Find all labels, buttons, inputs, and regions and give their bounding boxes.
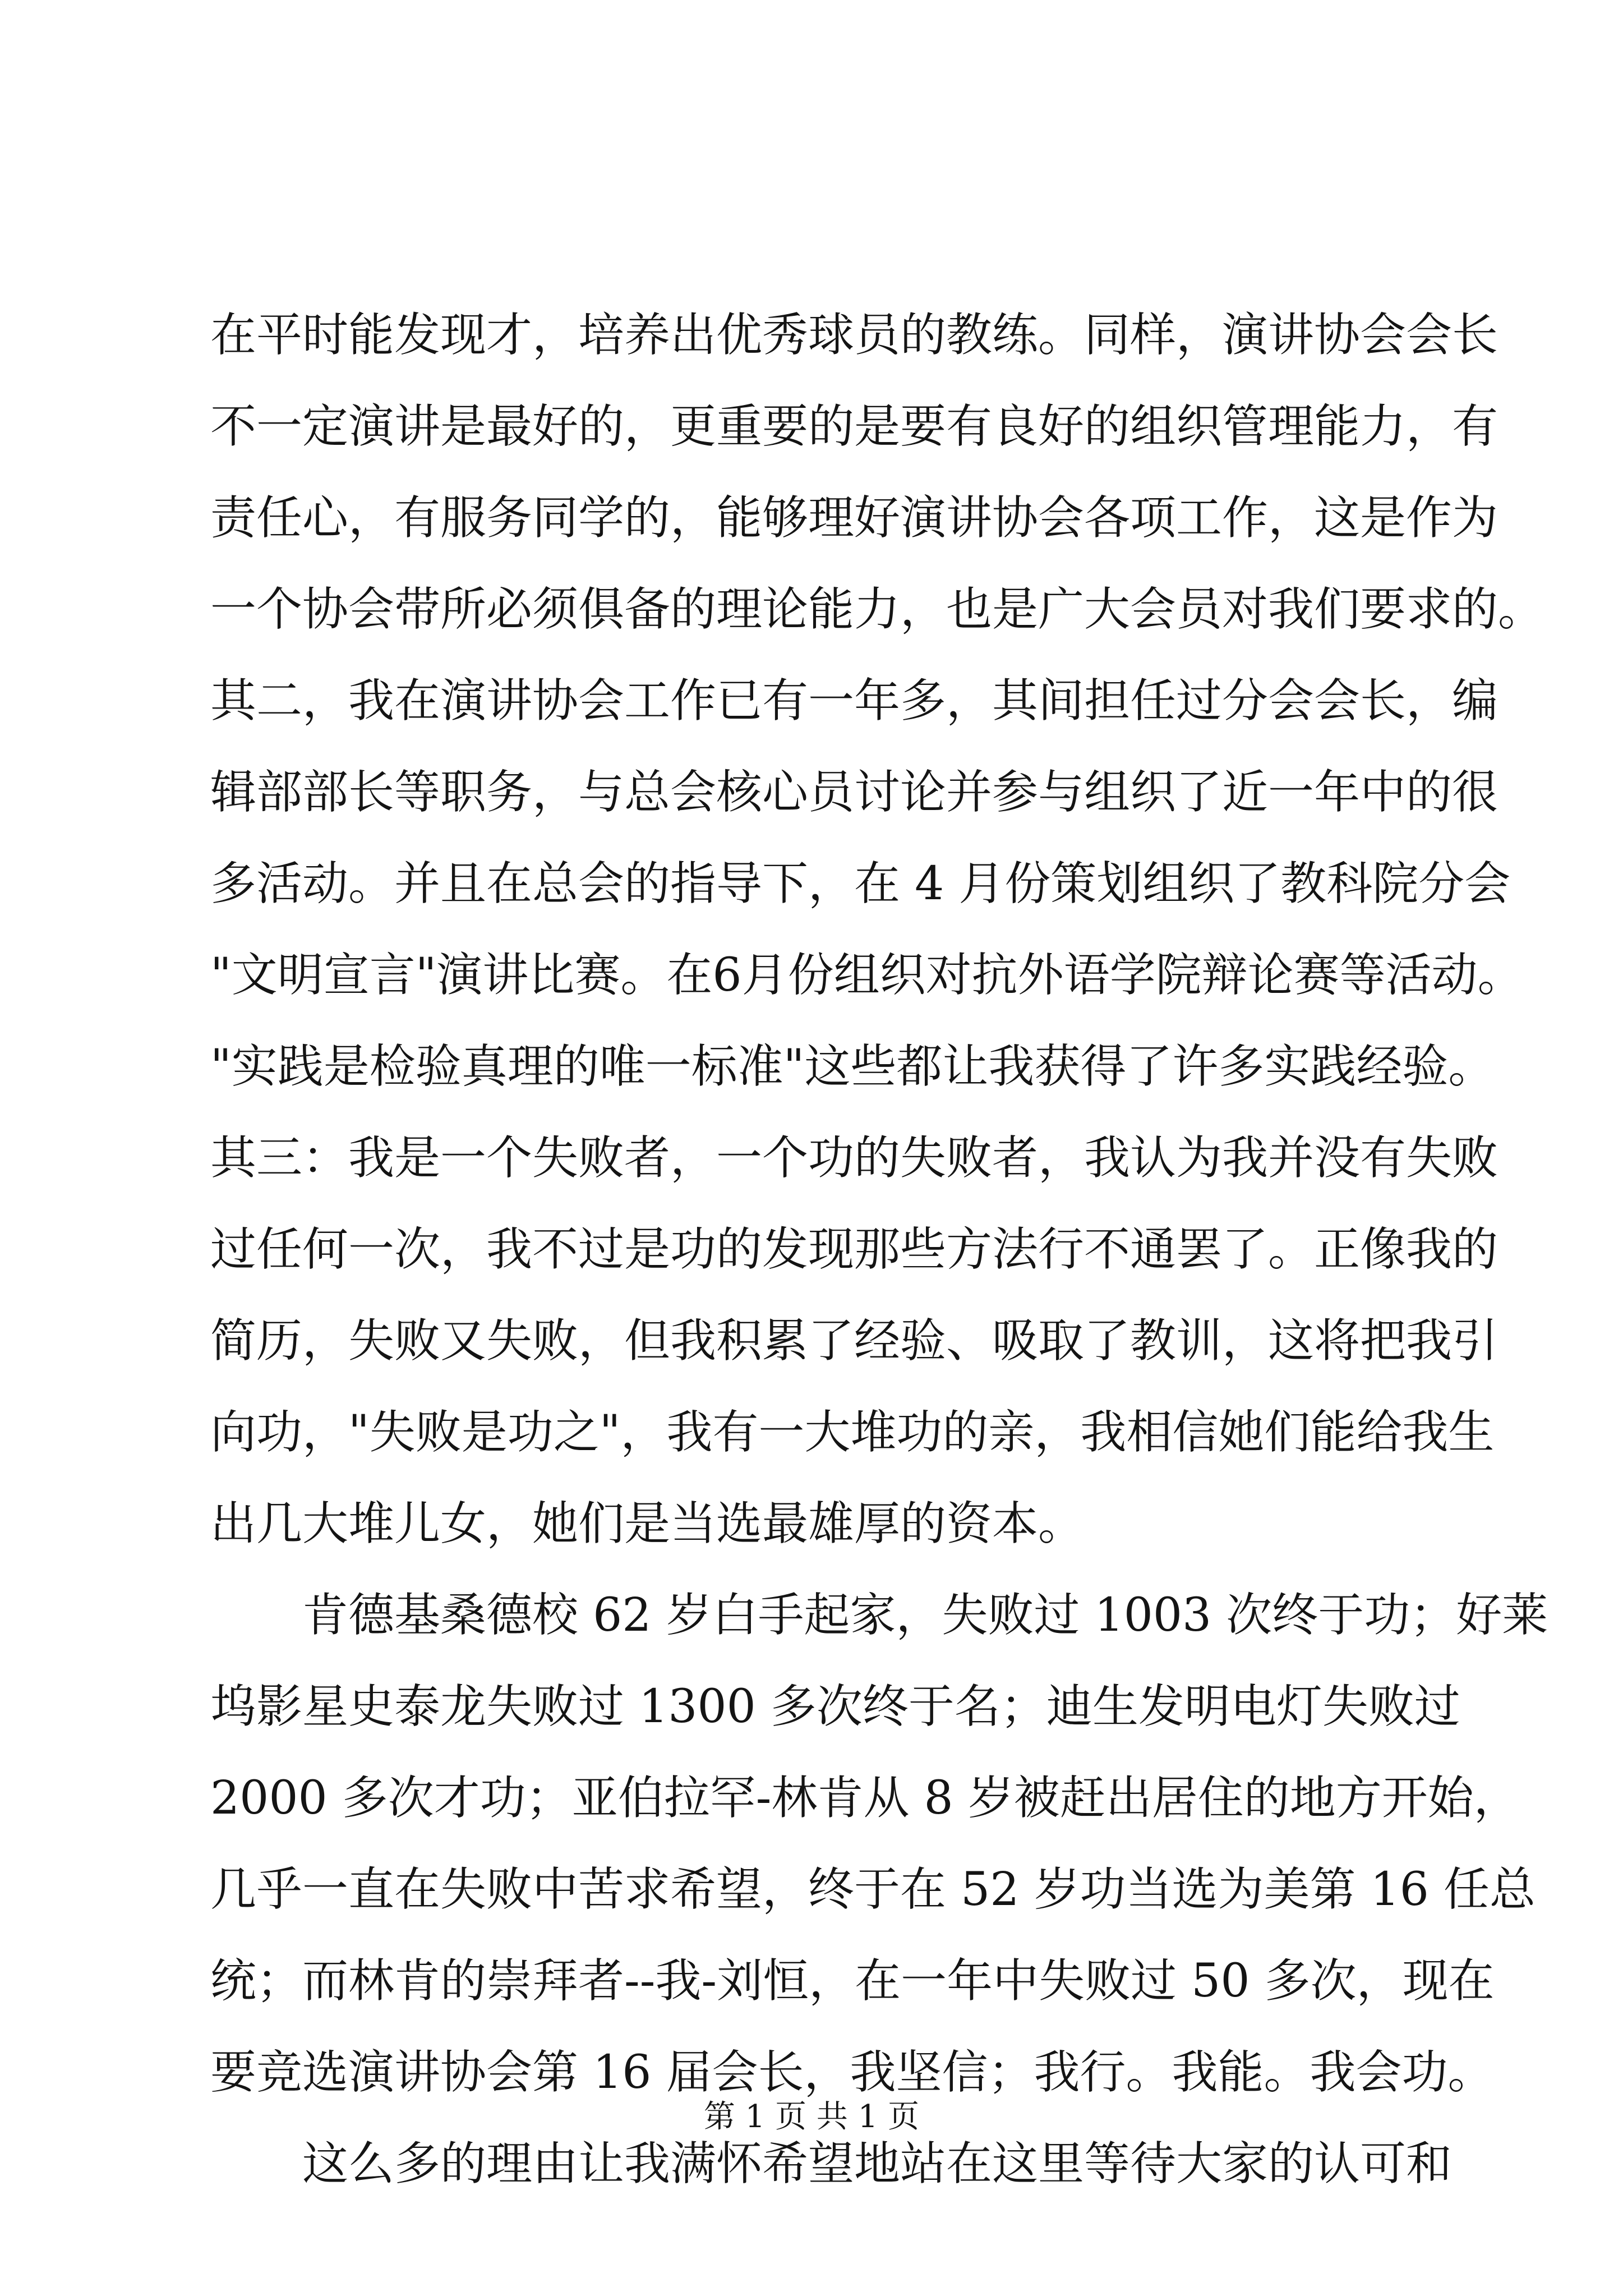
text-line: 几乎一直在失败中苦求希望，终于在 52 岁功当选为美第 16 任总 bbox=[210, 1863, 1536, 1916]
text-line: 其三：我是一个失败者，一个功的失败者，我认为我并没有失败 bbox=[210, 1131, 1498, 1185]
text-line: 坞影星史泰龙失败过 1300 多次终于名；迪生发明电灯失败过 bbox=[210, 1680, 1460, 1733]
text-line: 肯德基桑德校 62 岁白手起家，失败过 1003 次终于功；好莱 bbox=[302, 1589, 1548, 1642]
text-line: 要竞选演讲协会第 16 届会长，我坚信；我行。我能。我会功。 bbox=[210, 2046, 1494, 2099]
text-line: 统；而林肯的崇拜者--我-刘恒，在一年中失败过 50 多次，现在 bbox=[210, 1954, 1495, 2008]
text-line: 一个协会带所必须俱备的理论能力，也是广大会员对我们要求的。 bbox=[210, 583, 1544, 636]
text-line: 简历，失败又失败，但我积累了经验、吸取了教训，这将把我引 bbox=[210, 1314, 1498, 1368]
text-line: "文明宣言"演讲比赛。在6月份组织对抗外语学院辩论赛等活动。 bbox=[210, 949, 1524, 1002]
document-body bbox=[210, 289, 1548, 2210]
text-line: 不一定演讲是最好的，更重要的是要有良好的组织管理能力，有 bbox=[210, 400, 1498, 453]
text-line: 其二，我在演讲协会工作已有一年多，其间担任过分会会长，编 bbox=[210, 674, 1498, 728]
text-line: 出几大堆儿女，她们是当选最雄厚的资本。 bbox=[210, 1497, 1085, 1550]
text-line: 向功，"失败是功之"，我有一大堆功的亲，我相信她们能给我生 bbox=[210, 1406, 1495, 1459]
text-line: 辑部部长等职务，与总会核心员讨论并参与组织了近一年中的很 bbox=[210, 766, 1498, 819]
text-line: 在平时能发现才，培养出优秀球员的教练。同样，演讲协会会长 bbox=[210, 309, 1498, 362]
text-line: 2000 多次才功；亚伯拉罕-林肯从 8 岁被赶出居住的地方开始， bbox=[210, 1772, 1520, 1825]
text-line: "实践是检验真理的唯一标准"这些都让我获得了许多实践经验。 bbox=[210, 1040, 1495, 1093]
page-footer: 第 1 页 共 1 页 bbox=[703, 2099, 920, 2135]
text-line: 过任何一次，我不过是功的发现那些方法行不通罢了。正像我的 bbox=[210, 1223, 1498, 1276]
text-line: 这么多的理由让我满怀希望地站在这里等待大家的认可和 bbox=[302, 2137, 1453, 2191]
text-line: 多活动。并且在总会的指导下，在 4 月份策划组织了教科院分会 bbox=[210, 857, 1511, 910]
text-line: 责任心，有服务同学的，能够理好演讲协会各项工作，这是作为 bbox=[210, 491, 1498, 545]
